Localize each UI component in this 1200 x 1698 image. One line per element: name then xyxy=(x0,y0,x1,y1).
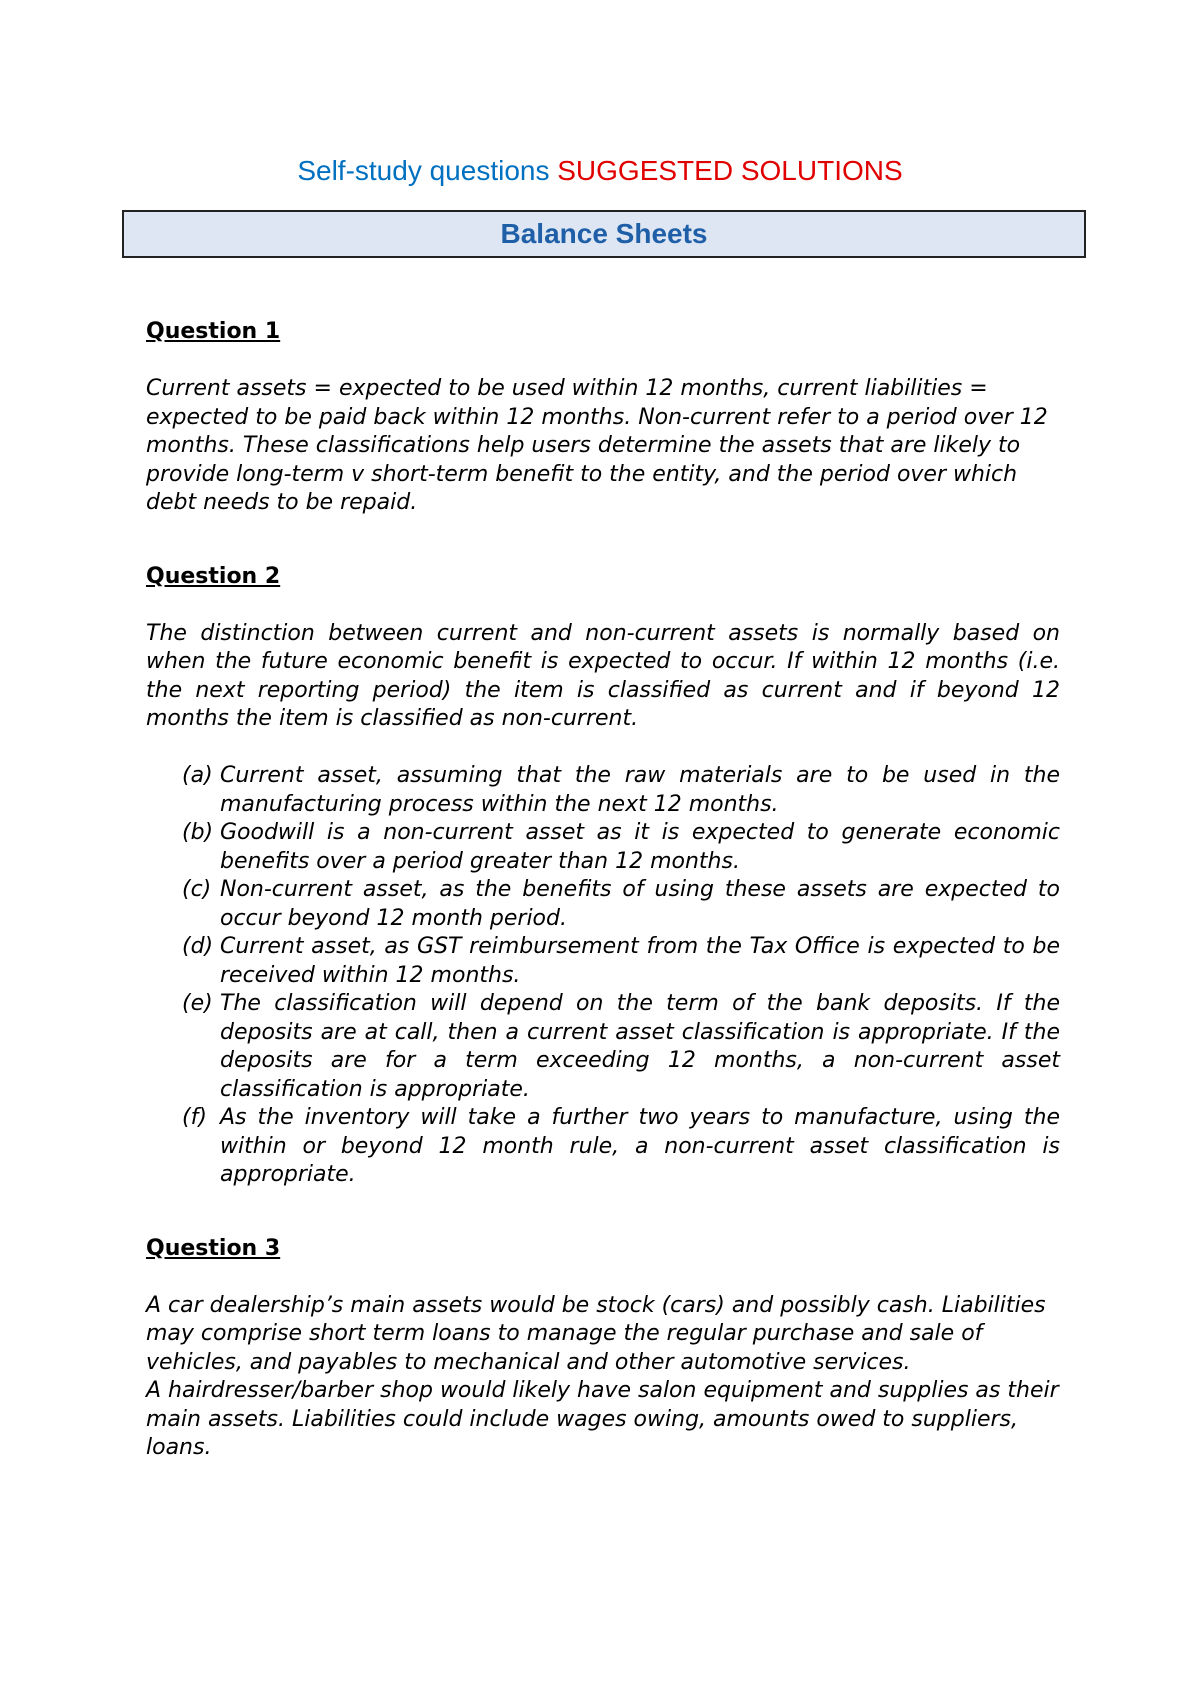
list-marker: (f) xyxy=(182,1105,207,1130)
list-item-text: Goodwill is a non-current asset as it is expected to generate economic benefits over a period greater than 12 months. xyxy=(220,820,1060,874)
list-item-text: Non-current asset, as the benefits of using these assets are expected to occur beyond 12 month period. xyxy=(220,877,1060,931)
list-item xyxy=(182,876,1060,933)
question-3 xyxy=(146,1235,1060,1463)
question-1 xyxy=(146,318,1060,518)
list-item xyxy=(182,990,1060,1104)
list-marker: (d) xyxy=(182,934,214,959)
list-item-text: The classification will depend on the term of the bank deposits. If the deposits are at call, then a current asset classification is appropriate. If the deposits are for a term exceeding 12 months, a non-current asset classification is appropriate. xyxy=(220,991,1060,1102)
question-answer-paragraph: The distinction between current and non-current assets is normally based on when the future economic benefit is expected to occur. If within 12 months (i.e. the next reporting period) the item is classified as current and if beyond 12 months the item is classified as non-current. xyxy=(146,620,1060,731)
list-item xyxy=(182,1104,1060,1190)
title-suggested-solutions: SUGGESTED SOLUTIONS xyxy=(557,155,903,186)
question-heading: Question 1 xyxy=(146,319,281,344)
title-self-study: Self-study questions xyxy=(297,155,558,186)
list-item-text: Current asset, assuming that the raw materials are to be used in the manufacturing process within the next 12 months. xyxy=(220,763,1060,817)
question-heading: Question 2 xyxy=(146,563,281,589)
document-body xyxy=(146,318,1060,1463)
question-2 xyxy=(146,563,1060,1190)
list-marker: (c) xyxy=(182,877,212,902)
list-item xyxy=(182,933,1060,990)
section-header-box xyxy=(122,210,1086,258)
list-item xyxy=(182,819,1060,876)
list-marker: (a) xyxy=(182,763,213,788)
list-marker: (e) xyxy=(182,991,213,1016)
list-item-text: As the inventory will take a further two years to manufacture, using the within or beyond 12 month rule, a non-current asset classification is appropriate. xyxy=(220,1105,1060,1187)
section-header-label: Balance Sheets xyxy=(500,218,708,249)
question-heading: Question 3 xyxy=(146,1235,281,1261)
list-item-text: Current asset, as GST reimbursement from the Tax Office is expected to be received within 12 months. xyxy=(220,934,1060,988)
page-title xyxy=(0,155,1200,187)
question-answer-paragraph: A hairdresser/barber shop would likely have salon equipment and supplies as their main assets. Liabilities could include wages owing, amounts owed to suppliers, loans. xyxy=(146,1378,1059,1460)
list-item xyxy=(182,762,1060,819)
question-answer-paragraph: Current assets = expected to be used within 12 months, current liabilities = expected to be paid back within 12 months. Non-current refer to a period over 12 months. These classifications help users determine the assets that are likely to provide long-term v short-term benefit to the entity, and the period over which debt needs to be repaid. xyxy=(146,376,1048,515)
list-marker: (b) xyxy=(182,820,214,845)
question-answer-paragraph: A car dealership’s main assets would be stock (cars) and possibly cash. Liabilities may comprise short term loans to manage the regular purchase and sale of vehicles, and payables to mechanical and other automotive services. xyxy=(146,1292,1046,1375)
answer-list xyxy=(146,762,1060,1190)
